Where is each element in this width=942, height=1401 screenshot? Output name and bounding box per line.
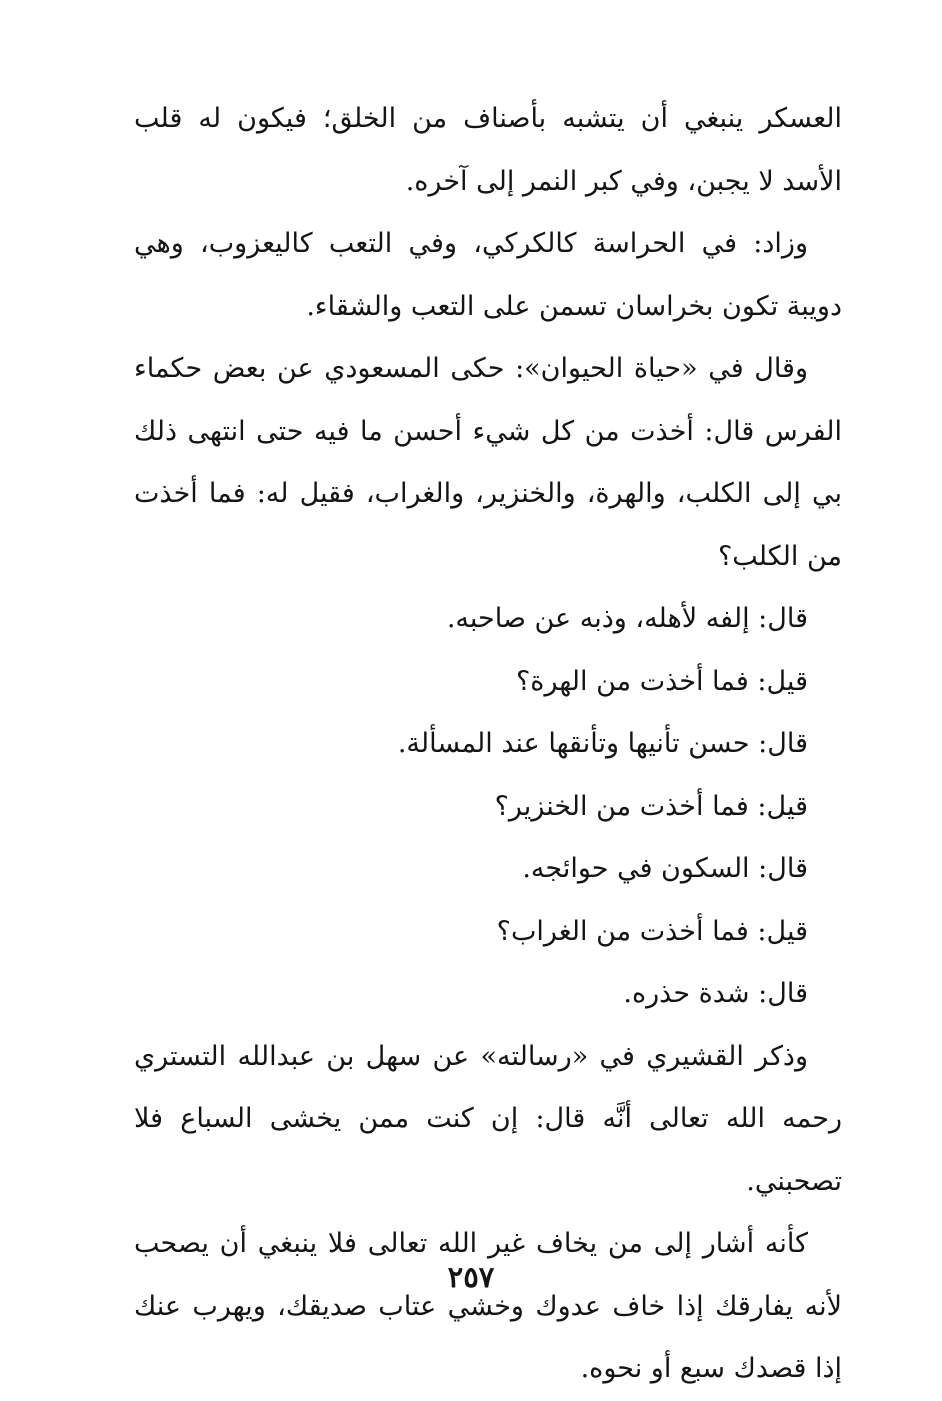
dialogue-line: قال: إلفه لأهله، وذبه عن صاحبه. — [446, 603, 808, 634]
page-number: ٢٥٧ — [447, 1260, 495, 1294]
dialogue-line: قيل: فما أخذت من الهرة؟ — [515, 665, 808, 697]
dialogue-line: قال: حسن تأنيها وتأنقها عند المسألة. — [397, 728, 808, 759]
paragraph-addition: وزاد: في الحراسة كالكركي، وفي التعب كاليعزوب، وهي دويبة تكون بخراسان تسمن على التعب والشقاء. — [134, 228, 842, 322]
page-body — [134, 88, 842, 1401]
dialogue-line: قال: شدة حذره. — [623, 978, 808, 1009]
paragraph-commentary: كأنه أشار إلى من يخاف غير الله تعالى فلا ينبغي أن يصحب لأنه يفارقك إذا خاف عدوك وخشي عتاب صديقك، ويهرب عنك إذا قصدك سبع أو نحوه. — [134, 1228, 842, 1384]
dialogue-line: قيل: فما أخذت من الخنزير؟ — [494, 790, 808, 822]
dialogue-line: قيل: فما أخذت من الغراب؟ — [496, 915, 808, 947]
paragraph-hayat-al-hayawan: وقال في «حياة الحيوان»: حكى المسعودي عن بعض حكماء الفرس قال: أخذت من كل شيء أحسن ما فيه حتى انتهى ذلك بي إلى الكلب، والهرة، والخنزير، والغراب، فقيل له: فما أخذت من الكلب؟ — [134, 353, 842, 572]
paragraph-qushayri: وذكر القشيري في «رسالته» عن سهل بن عبدالله التستري رحمه الله تعالى أنَّه قال: إن كنت ممن يخشى السباع فلا تصحبني. — [134, 1040, 842, 1197]
paragraph-continuation: العسكر ينبغي أن يتشبه بأصناف من الخلق؛ فيكون له قلب الأسد لا يجبن، وفي كبر النمر إلى آخره. — [134, 103, 842, 197]
dialogue-line: قال: السكون في حوائجه. — [522, 853, 808, 884]
